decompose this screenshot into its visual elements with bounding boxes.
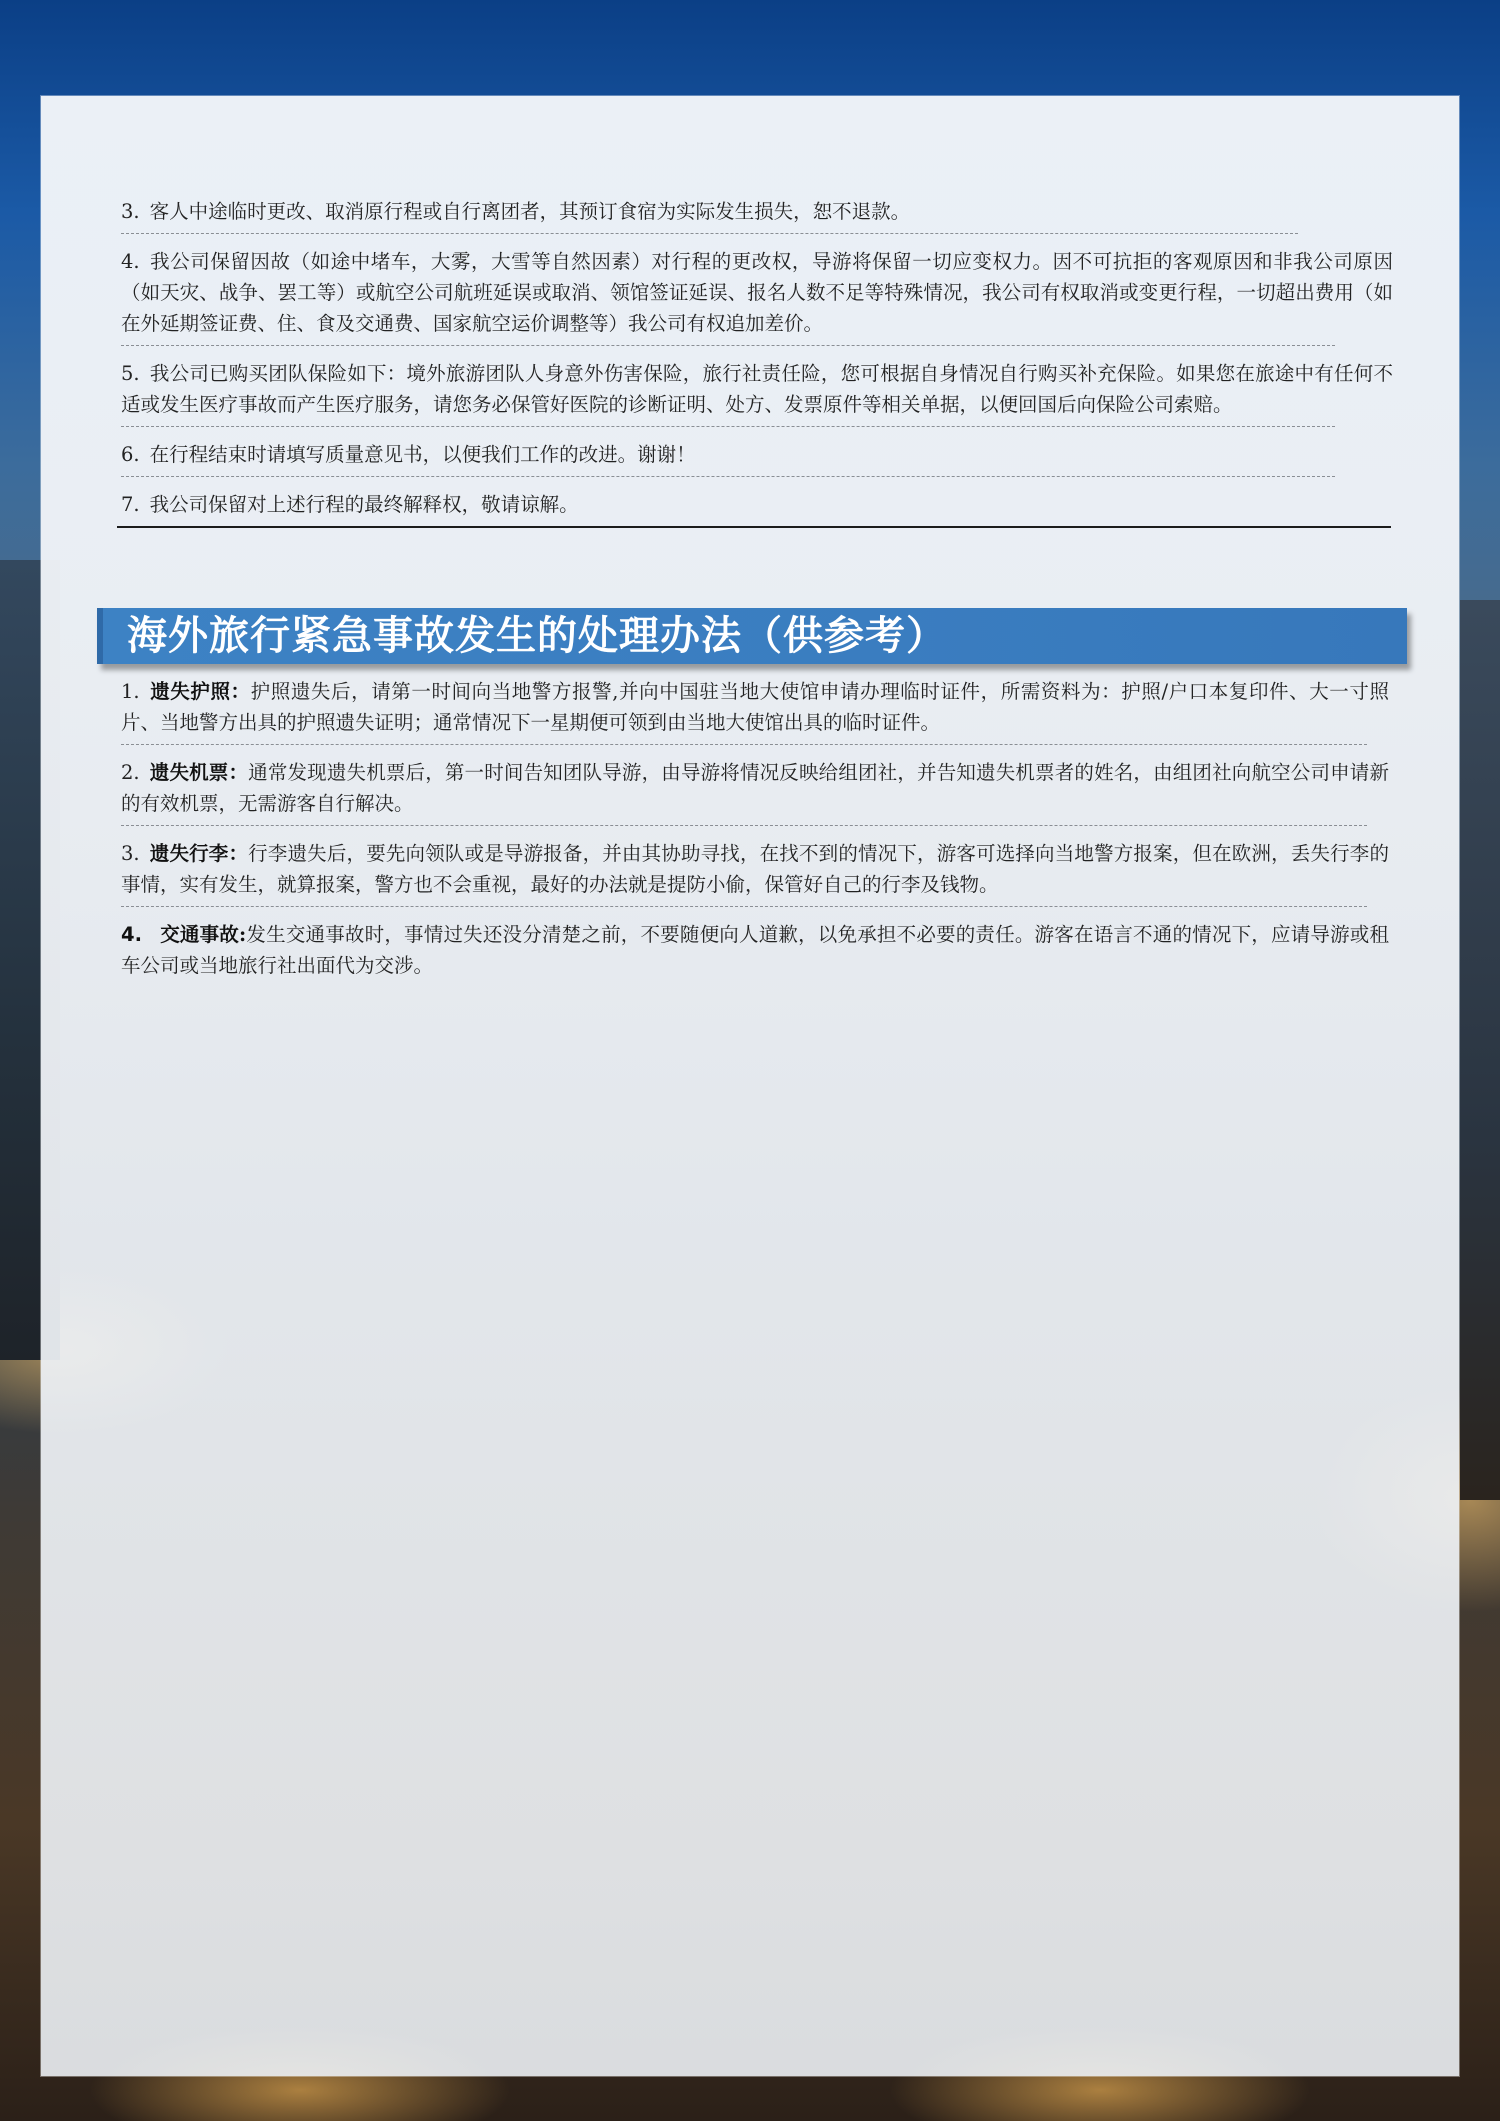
emergency-item-4 xyxy=(121,919,1389,981)
emergency-item-3 xyxy=(121,838,1389,900)
term-number: 5. xyxy=(121,362,140,385)
terms-section xyxy=(121,196,1393,528)
term-item-4 xyxy=(121,246,1393,339)
emergency-item-1 xyxy=(121,676,1389,738)
background-mountain-right xyxy=(1460,600,1500,1500)
term-number: 7. xyxy=(121,493,140,516)
emergency-number: 4. xyxy=(121,923,142,946)
emergency-title: 海外旅行紧急事故发生的处理办法（供参考） xyxy=(127,612,947,659)
dashed-divider xyxy=(121,825,1367,826)
emergency-banner xyxy=(97,608,1407,664)
emergency-item-2 xyxy=(121,757,1389,819)
dashed-divider xyxy=(121,426,1335,427)
term-item-6 xyxy=(121,439,1393,470)
emergency-number: 2. xyxy=(121,761,140,784)
emergency-number: 1. xyxy=(121,680,140,703)
term-number: 6. xyxy=(121,443,140,466)
term-item-7 xyxy=(121,489,1393,520)
term-text: 我公司保留因故（如途中堵车，大雾，大雪等自然因素）对行程的更改权，导游将保留一切应变权力。因不可抗拒的客观原因和非我公司原因（如天灾、战争、罢工等）或航空公司航班延误或取消、领馆签证延误、报名人数不足等特殊情况，我公司有权取消或变更行程，一切超出费用（如在外延期签证费、住、食及交通费、国家航空运价调整等）我公司有权追加差价。 xyxy=(121,250,1393,335)
term-item-3 xyxy=(121,196,1393,227)
term-text: 我公司保留对上述行程的最终解释权，敬请谅解。 xyxy=(149,493,579,516)
emergency-text: 发生交通事故时，事情过失还没分清楚之前，不要随便向人道歉，以免承担不必要的责任。游客在语言不通的情况下，应请导游或租车公司或当地旅行社出面代为交涉。 xyxy=(121,923,1389,977)
section-divider xyxy=(117,526,1391,528)
dashed-divider xyxy=(121,476,1335,477)
term-text: 客人中途临时更改、取消原行程或自行离团者，其预订食宿为实际发生损失，恕不退款。 xyxy=(149,200,911,223)
emergency-text: 行李遗失后，要先向领队或是导游报备，并由其协助寻找，在找不到的情况下，游客可选择向当地警方报案，但在欧洲，丢失行李的事情，实有发生，就算报案，警方也不会重视，最好的办法就是提防小偷，保管好自己的行李及钱物。 xyxy=(121,842,1389,896)
emergency-heading: 交通事故: xyxy=(159,923,247,946)
emergency-section xyxy=(121,676,1389,981)
emergency-heading: 遗失护照： xyxy=(149,680,251,703)
emergency-heading: 遗失机票： xyxy=(149,761,249,784)
emergency-text: 护照遗失后，请第一时间向当地警方报警,并向中国驻当地大使馆申请办理临时证件，所需资料为：护照/户口本复印件、大一寸照片、当地警方出具的护照遗失证明；通常情况下一星期便可领到由当地大使馆出具的临时证件。 xyxy=(121,680,1389,734)
term-text: 我公司已购买团队保险如下：境外旅游团队人身意外伤害保险，旅行社责任险，您可根据自身情况自行购买补充保险。如果您在旅途中有任何不适或发生医疗事故而产生医疗服务，请您务必保管好医院的诊断证明、处方、发票原件等相关单据，以便回国后向保险公司索赔。 xyxy=(121,362,1393,416)
dashed-divider xyxy=(121,744,1367,745)
emergency-text: 通常发现遗失机票后，第一时间告知团队导游，由导游将情况反映给组团社，并告知遗失机票者的姓名，由组团社向航空公司申请新的有效机票，无需游客自行解决。 xyxy=(121,761,1389,815)
dashed-divider xyxy=(121,906,1367,907)
term-text: 在行程结束时请填写质量意见书，以便我们工作的改进。谢谢！ xyxy=(149,443,696,466)
emergency-heading: 遗失行李： xyxy=(149,842,249,865)
term-number: 4. xyxy=(121,250,140,273)
dashed-divider xyxy=(121,233,1298,234)
term-item-5 xyxy=(121,358,1393,420)
term-number: 3. xyxy=(121,200,140,223)
dashed-divider xyxy=(121,345,1335,346)
emergency-number: 3. xyxy=(121,842,140,865)
